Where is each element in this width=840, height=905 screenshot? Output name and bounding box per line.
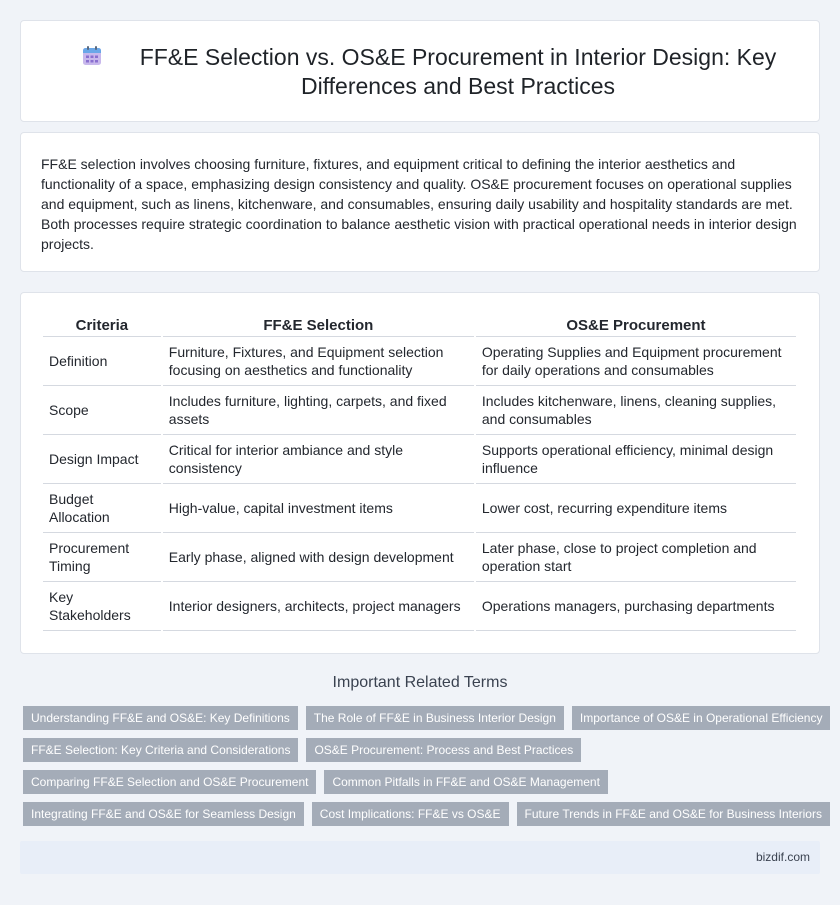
related-term-tag[interactable]: Importance of OS&E in Operational Efficiency <box>572 706 831 730</box>
tag-row <box>23 738 823 762</box>
intro-card <box>20 132 820 272</box>
ose-cell: Includes kitchenware, linens, cleaning supplies, and consumables <box>476 386 796 435</box>
column-header-ose: OS&E Procurement <box>476 315 796 337</box>
table-row <box>43 533 796 582</box>
related-term-tag[interactable]: The Role of FF&E in Business Interior Design <box>306 706 564 730</box>
ffe-cell: Includes furniture, lighting, carpets, and fixed assets <box>163 386 474 435</box>
related-term-tag[interactable]: Future Trends in FF&E and OS&E for Business Interiors <box>517 802 830 826</box>
column-header-ffe: FF&E Selection <box>163 315 474 337</box>
ose-cell: Operating Supplies and Equipment procurement for daily operations and consumables <box>476 337 796 386</box>
footer <box>20 841 820 874</box>
related-term-tag[interactable]: Understanding FF&E and OS&E: Key Definitions <box>23 706 298 730</box>
related-term-tag[interactable]: OS&E Procurement: Process and Best Practices <box>306 738 581 762</box>
criteria-cell: Scope <box>43 386 161 435</box>
related-term-tag[interactable]: Common Pitfalls in FF&E and OS&E Management <box>324 770 607 794</box>
ffe-cell: Interior designers, architects, project managers <box>163 582 474 631</box>
tag-row <box>23 802 823 826</box>
related-term-tag[interactable]: FF&E Selection: Key Criteria and Considerations <box>23 738 298 762</box>
title-wrap <box>81 43 789 101</box>
table-row <box>43 337 796 386</box>
criteria-cell: Key Stakeholders <box>43 582 161 631</box>
table-row <box>43 386 796 435</box>
related-terms-list <box>23 706 823 834</box>
header-card <box>20 20 820 122</box>
criteria-cell: Budget Allocation <box>43 484 161 533</box>
calendar-icon <box>81 45 103 67</box>
tag-row <box>23 770 823 794</box>
related-term-tag[interactable]: Cost Implications: FF&E vs OS&E <box>312 802 509 826</box>
page-title: FF&E Selection vs. OS&E Procurement in Interior Design: Key Differences and Best Practices <box>139 44 777 99</box>
related-terms-title: Important Related Terms <box>332 674 508 691</box>
table-row <box>43 435 796 484</box>
related-term-tag[interactable]: Comparing FF&E Selection and OS&E Procurement <box>23 770 316 794</box>
comparison-table-card <box>20 292 820 654</box>
ose-cell: Later phase, close to project completion and operation start <box>476 533 796 582</box>
related-term-tag[interactable]: Integrating FF&E and OS&E for Seamless Design <box>23 802 304 826</box>
table-header-row <box>43 315 796 337</box>
table-row <box>43 582 796 631</box>
footer-site-link[interactable]: bizdif.com <box>755 850 810 864</box>
criteria-cell: Design Impact <box>43 435 161 484</box>
ose-cell: Supports operational efficiency, minimal design influence <box>476 435 796 484</box>
ose-cell: Operations managers, purchasing departments <box>476 582 796 631</box>
intro-paragraph: FF&E selection involves choosing furniture, fixtures, and equipment critical to defining the interior aesthetics and functionality of a space, emphasizing design consistency and quality. OS&E procurement focuses on operational supplies and equipment, such as linens, kitchenware, and consumables, ensuring daily usability and hospitality standards are met. Both processes require strategic coordination to balance aesthetic vision with practical operational needs in interior design projects. <box>41 156 797 252</box>
ffe-cell: Critical for interior ambiance and style consistency <box>163 435 474 484</box>
criteria-cell: Procurement Timing <box>43 533 161 582</box>
tag-row <box>23 706 823 730</box>
comparison-table <box>41 315 798 631</box>
ffe-cell: Early phase, aligned with design development <box>163 533 474 582</box>
table-row <box>43 484 796 533</box>
criteria-cell: Definition <box>43 337 161 386</box>
column-header-criteria: Criteria <box>43 315 161 337</box>
ose-cell: Lower cost, recurring expenditure items <box>476 484 796 533</box>
ffe-cell: High-value, capital investment items <box>163 484 474 533</box>
ffe-cell: Furniture, Fixtures, and Equipment selection focusing on aesthetics and functionality <box>163 337 474 386</box>
